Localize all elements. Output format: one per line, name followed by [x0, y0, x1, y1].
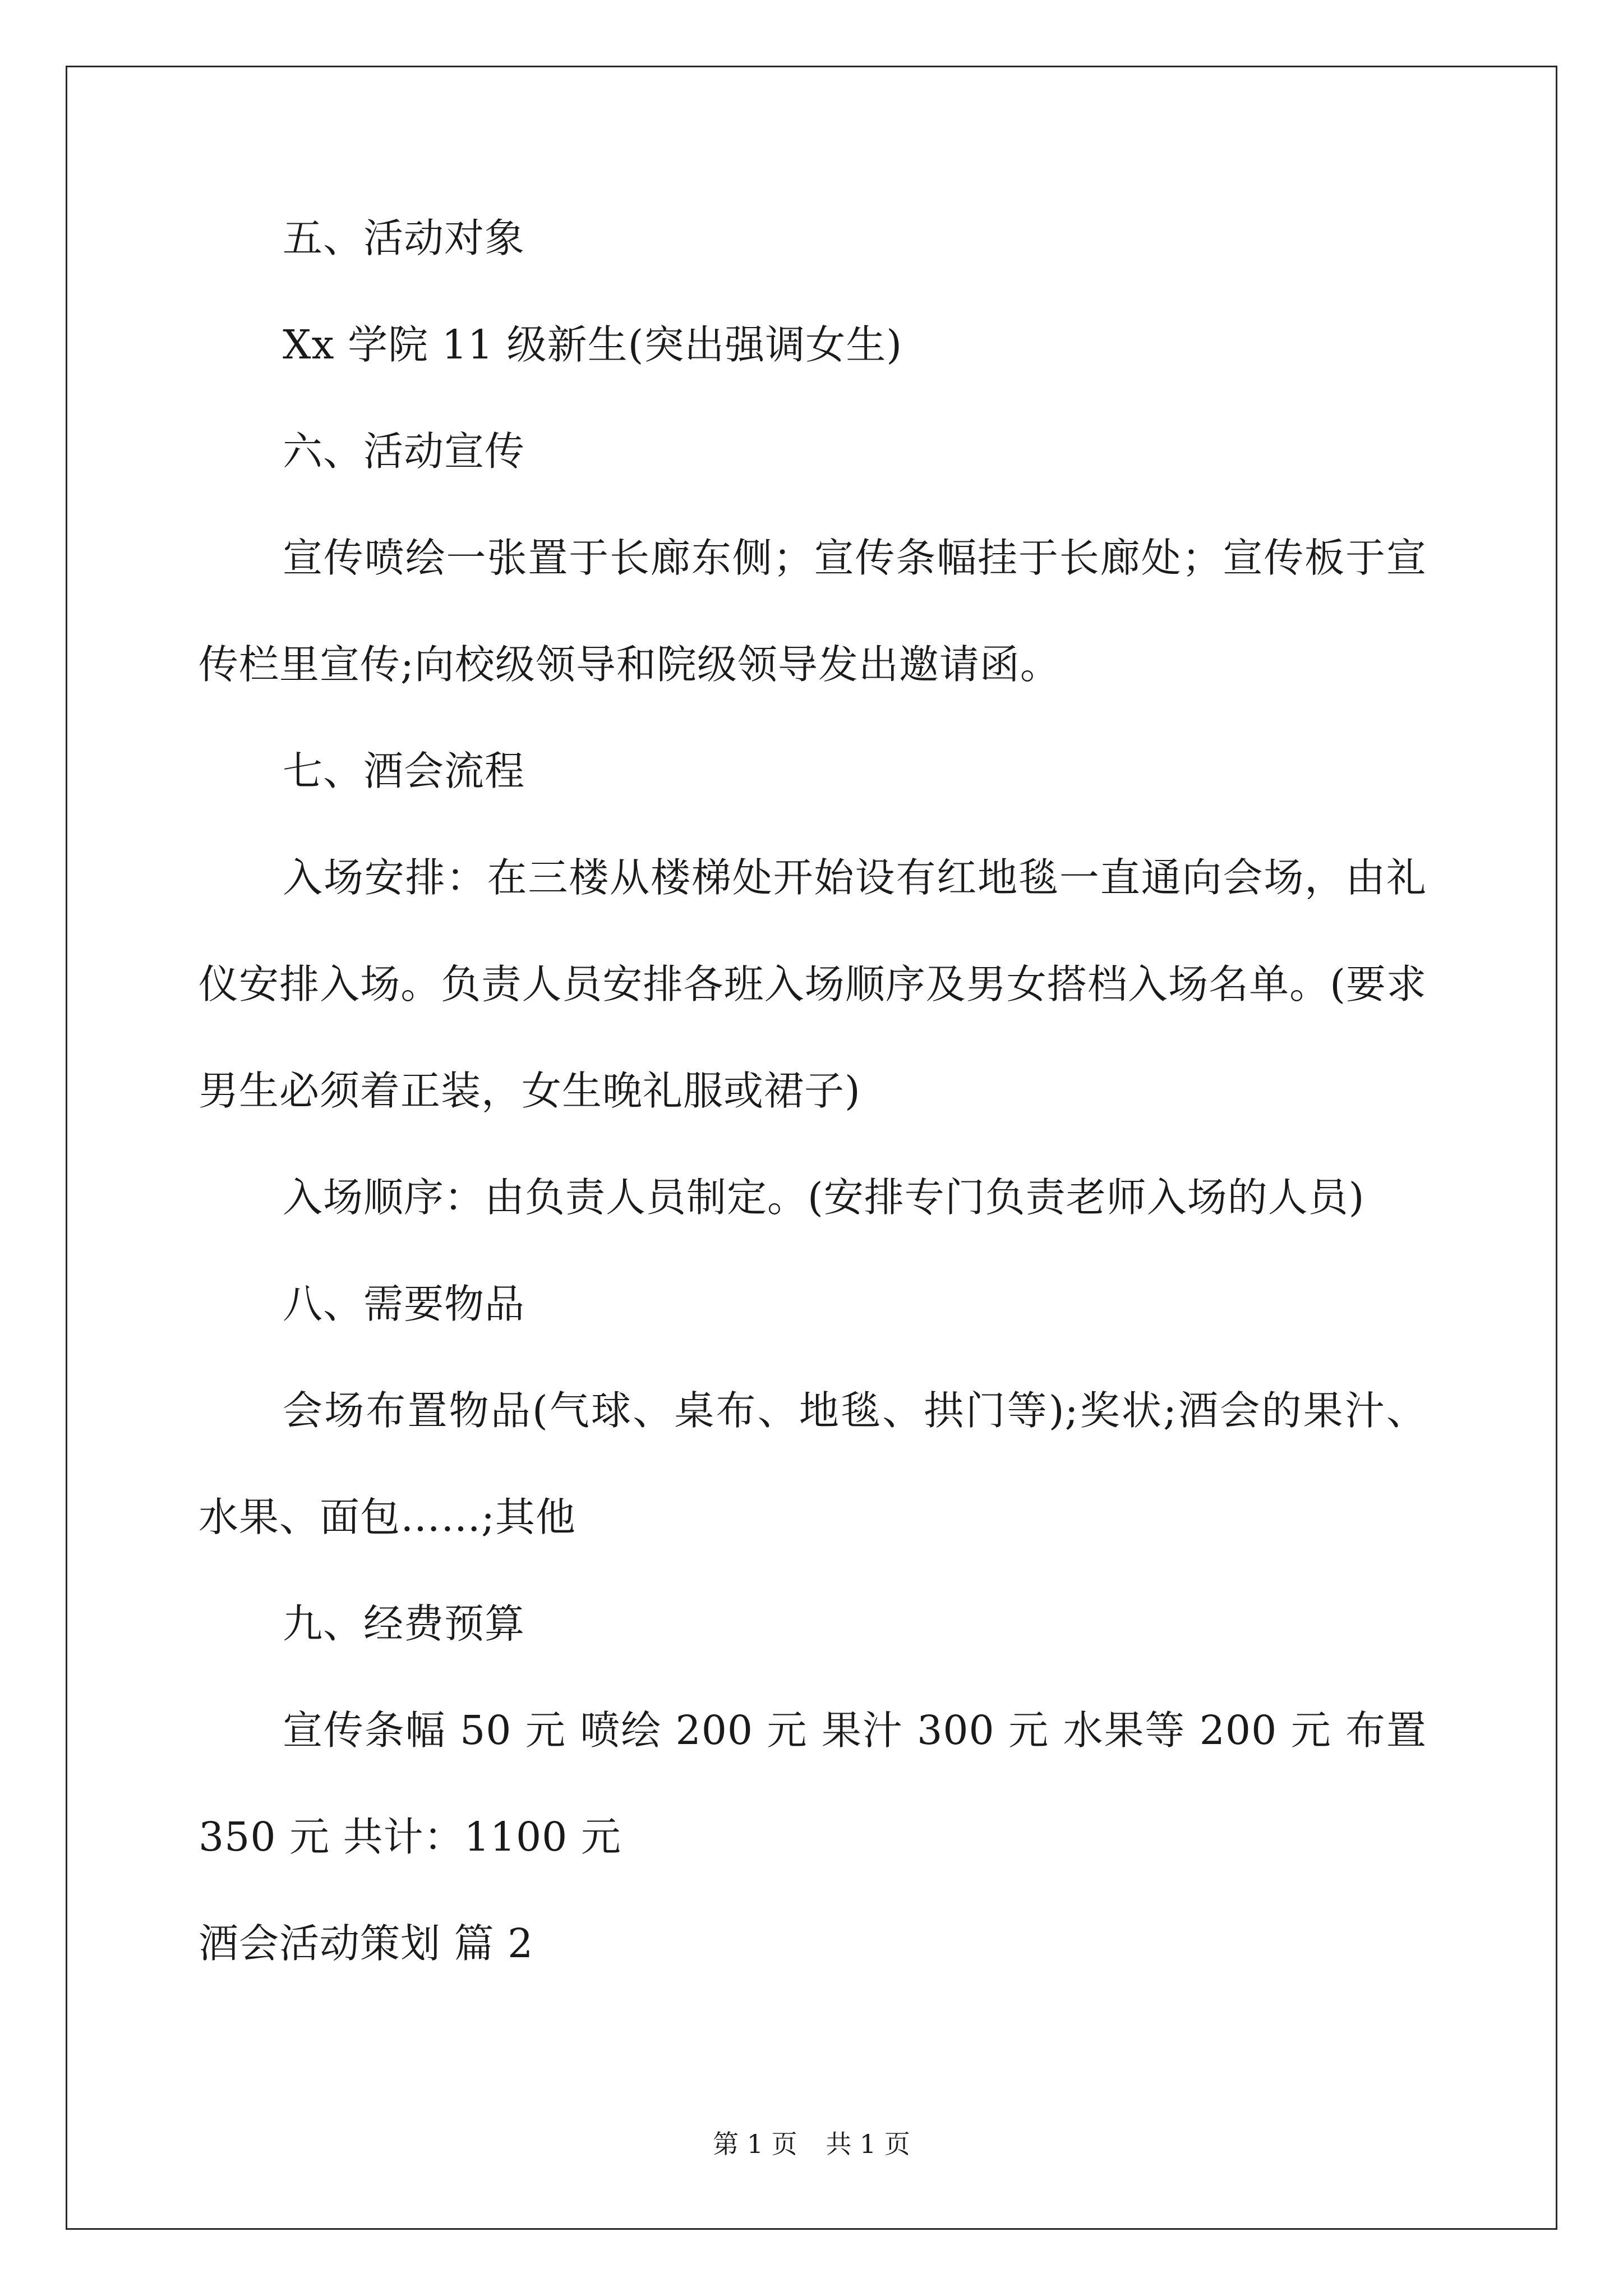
paragraph-line: 男生必须着正装，女生晚礼服或裙子)	[199, 1068, 861, 1114]
paragraph-line: 入场顺序：由负责人员制定。(安排专门负责老师入场的人员)	[283, 1174, 1365, 1221]
paragraph-line: 350 元 共计：1100 元	[199, 1814, 621, 1860]
page-border	[66, 66, 1557, 2230]
page-total: 共 1 页	[826, 2129, 910, 2159]
section-heading-9: 九、经费预算	[283, 1600, 525, 1647]
paragraph-line: 入场安排：在三楼从楼梯处开始设有红地毯一直通向会场，由礼	[283, 854, 1427, 901]
paragraph-line: Xx 学院 11 级新生(突出强调女生)	[283, 321, 903, 368]
paragraph-line: 传栏里宣传;向校级领导和院级领导发出邀请函。	[199, 641, 1061, 688]
paragraph-line: 会场布置物品(气球、桌布、地毯、拱门等);奖状;酒会的果汁、	[283, 1387, 1427, 1434]
paragraph-line: 宣传条幅 50 元 喷绘 200 元 果汁 300 元 水果等 200 元 布置	[283, 1707, 1427, 1754]
section-heading-6: 六、活动宣传	[283, 428, 525, 475]
paragraph-line: 仪安排入场。负责人员安排各班入场顺序及男女搭档入场名单。(要求	[199, 961, 1427, 1007]
section-heading-5: 五、活动对象	[283, 215, 525, 261]
paragraph-line: 宣传喷绘一张置于长廊东侧；宣传条幅挂于长廊处；宣传板于宣	[283, 535, 1427, 581]
page-number: 第 1 页	[713, 2129, 797, 2159]
subsection-title: 酒会活动策划 篇 2	[199, 1920, 534, 1967]
section-heading-7: 七、酒会流程	[283, 748, 525, 794]
paragraph-line: 水果、面包……;其他	[199, 1494, 576, 1540]
section-heading-8: 八、需要物品	[283, 1281, 525, 1327]
page-footer	[0, 2127, 1623, 2161]
